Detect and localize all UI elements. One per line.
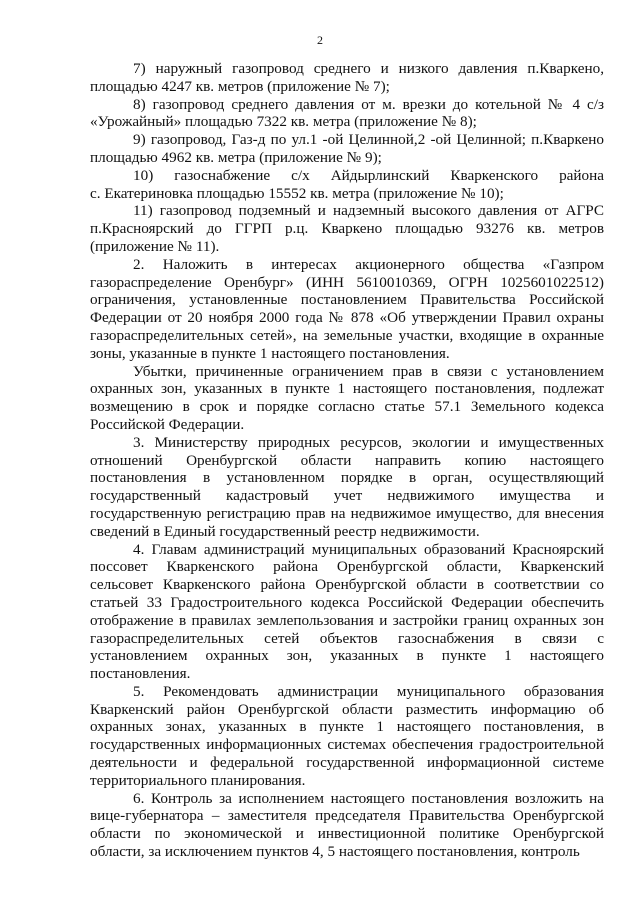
text-line: Федерации от 20 ноября 2000 года № 878 «Об утверждении Правил охраны	[90, 309, 604, 327]
text-line: постановления.	[90, 665, 191, 683]
paragraph	[90, 541, 604, 683]
text-line: охранных зон, указанных в пункте 1 настоящего постановления, подлежат	[90, 380, 604, 398]
text-line: газораспределительных сетей объектов газоснабжения в связи с	[90, 629, 604, 647]
text-line: государственных информационных системах обеспечения градостроительной	[90, 736, 604, 754]
text-line: области по экономической и инвестиционной политике Оренбургской	[90, 825, 604, 843]
text-line: газораспределение Оренбург» (ИНН 5610010369, ОГРН 1025601022512)	[90, 273, 604, 291]
paragraph	[90, 96, 604, 132]
text-line: газораспределительных сетей», на земельные участки, входящие в охранные	[90, 326, 604, 344]
text-line: Убытки, причиненные ограничением прав в связи с установлением	[133, 362, 604, 380]
text-line: возмещению в срок и порядке согласно статье 57.1 Земельного кодекса	[90, 398, 604, 416]
text-line: статьей 33 Градостроительного кодекса Российской Федерации обеспечить	[90, 593, 604, 611]
text-line: 2. Наложить в интересах акционерного общества «Газпром	[133, 255, 604, 273]
text-line: 9) газопровод, Газ-д по ул.1 -ой Целинной,2 -ой Целинной; п.Кваркено	[133, 131, 604, 149]
text-line: сельсовет Кваркенского района Оренбургской области в соответствии со	[90, 576, 604, 594]
text-line: п.Красноярский до ГГРП р.ц. Кваркено площадью 93276 кв. метров	[90, 220, 604, 238]
text-line: государственный кадастровый учет недвижимого имущества и	[90, 487, 604, 505]
paragraph	[90, 167, 604, 203]
document-body	[90, 60, 604, 861]
paragraph	[90, 363, 604, 434]
text-line: установлением охранных зон, указанных в пункте 1 настоящего	[90, 647, 604, 665]
text-line: отношений Оренбургской области направить копию настоящего	[90, 451, 604, 469]
text-line: ограничения, установленные постановлением Правительства Российской	[90, 291, 604, 309]
text-line: (приложение № 11).	[90, 237, 220, 255]
text-line: 6. Контроль за исполнением настоящего постановления возложить на	[133, 789, 604, 807]
text-line: вице-губернатора – заместителя председателя Правительства Оренбургской	[90, 807, 604, 825]
paragraph	[90, 60, 604, 96]
text-line: 7) наружный газопровод среднего и низкого давления п.Кваркено,	[133, 60, 604, 77]
text-line: Кваркенский район Оренбургской области разместить информацию об	[90, 700, 604, 718]
paragraph	[90, 131, 604, 167]
text-line: зоны, указанные в пункте 1 настоящего постановления.	[90, 344, 450, 362]
paragraph	[90, 256, 604, 363]
paragraph	[90, 790, 604, 861]
text-line: 5. Рекомендовать администрации муниципального образования	[133, 682, 604, 700]
text-line: 8) газопровод среднего давления от м. врезки до котельной № 4 с/з	[133, 95, 604, 113]
paragraph	[90, 434, 604, 541]
text-line: отображение в правилах землепользования и застройки границ охранных зон	[90, 611, 604, 629]
text-line: Российской Федерации.	[90, 415, 245, 433]
text-line: поссовет Кваркенского района Оренбургской области, Кваркенский	[90, 558, 604, 576]
text-line: 3. Министерству природных ресурсов, экологии и имущественных	[133, 433, 604, 451]
text-line: 4. Главам администраций муниципальных образований Красноярский	[133, 540, 604, 558]
text-line: охранных зонах, указанных в пункте 1 настоящего постановления, в	[90, 718, 604, 736]
text-line: «Урожайный» площадью 7322 кв. метра (приложение № 8);	[90, 113, 477, 131]
text-line: сведений в Единый государственный реестр недвижимости.	[90, 522, 480, 540]
page-number: 2	[317, 33, 323, 47]
text-line: области, за исключением пунктов 4, 5 настоящего постановления, контроль	[90, 843, 580, 861]
text-line: территориального планирования.	[90, 771, 306, 789]
paragraph	[90, 202, 604, 255]
text-line: площадью 4962 кв. метра (приложение № 9);	[90, 148, 382, 166]
text-line: 10) газоснабжение с/х Айдырлинский Кваркенского района	[133, 166, 604, 184]
text-line: постановления в установленном порядке в орган, осуществляющий	[90, 469, 604, 487]
text-line: площадью 4247 кв. метров (приложение № 7);	[90, 77, 390, 95]
text-line: государственную регистрацию прав на недвижимое имущество, для внесения	[90, 504, 604, 522]
text-line: деятельности и федеральной государственной информационной системе	[90, 754, 604, 772]
paragraph	[90, 683, 604, 790]
text-line: с. Екатериновка площадью 15552 кв. метра (приложение № 10);	[90, 184, 504, 202]
text-line: 11) газопровод подземный и надземный высокого давления от АГРС	[133, 202, 604, 220]
